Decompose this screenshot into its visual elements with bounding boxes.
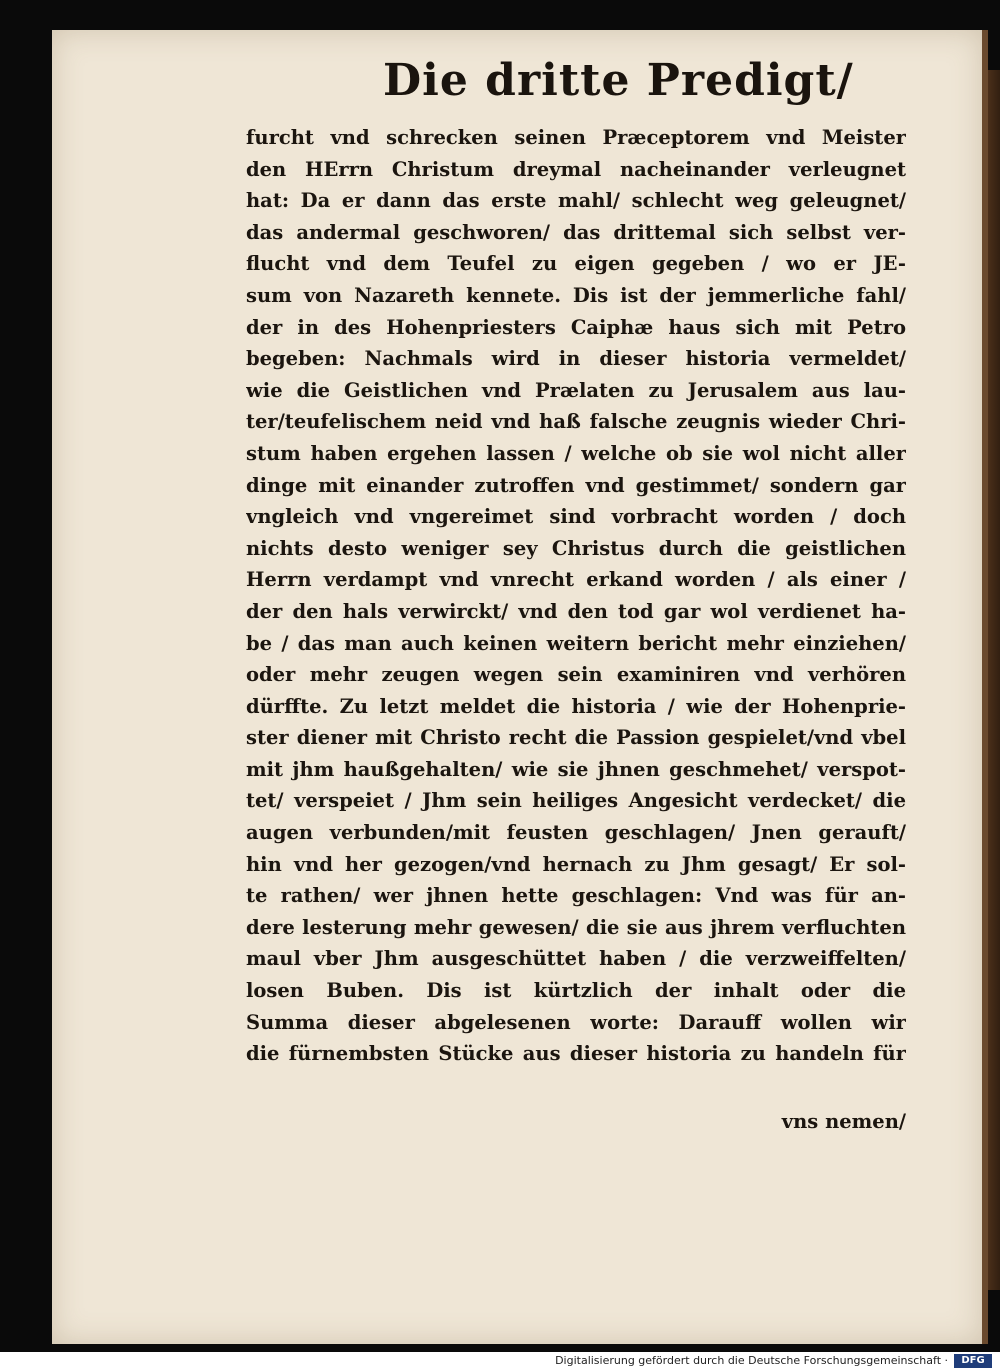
text-line: sum von Nazareth kennete. Dis ist der jemmerliche fahl/ — [246, 283, 906, 307]
text-line: nichts desto weniger sey Christus durch die geistlichen — [246, 536, 906, 560]
text-line: maul vber Jhm ausgeschüttet haben / die verzweiffelten/ — [246, 947, 906, 971]
text-line: hat: Da er dann das erste mahl/ schlecht weg geleugnet/ — [246, 189, 906, 213]
text-line: die fürnembsten Stücke aus dieser historia zu handeln für — [246, 1042, 906, 1066]
text-line: der den hals verwirckt/ vnd den tod gar wol verdienet ha- — [246, 599, 906, 623]
text-line: furcht vnd schrecken seinen Præceptorem vnd Meister — [246, 126, 906, 149]
text-line: Herrn verdampt vnd vnrecht erkand worden / als einer / — [246, 568, 906, 592]
text-line: tet/ verspeiet / Jhm sein heiliges Angesicht verdecket/ die — [246, 789, 906, 813]
text-line: begeben: Nachmals wird in dieser historia vermeldet/ — [246, 347, 906, 371]
text-line: hin vnd her gezogen/vnd hernach zu Jhm gesagt/ Er sol- — [246, 852, 906, 876]
text-line: vngleich vnd vngereimet sind vorbracht worden / doch — [246, 505, 906, 529]
text-line: wie die Geistlichen vnd Prælaten zu Jerusalem aus lau- — [246, 378, 906, 402]
text-line: augen verbunden/mit feusten geschlagen/ Jnen gerauft/ — [246, 821, 906, 845]
text-line: der in des Hohenpriesters Caiphæ haus sich mit Petro — [246, 315, 906, 339]
text-line: flucht vnd dem Teufel zu eigen gegeben / wo er JE- — [246, 252, 906, 276]
text-line: losen Buben. Dis ist kürtzlich der inhalt oder die — [246, 979, 906, 1003]
body-text — [246, 122, 906, 1070]
text-line: das andermal geschworen/ das drittemal sich selbst ver- — [246, 220, 906, 244]
text-line: mit jhm haußgehalten/ wie sie jhnen geschmehet/ verspot- — [246, 757, 906, 781]
text-line: oder mehr zeugen wegen sein examiniren vnd verhören — [246, 663, 906, 687]
running-head: Die dritte Predigt/ — [383, 55, 854, 106]
footer-bar — [0, 1352, 1000, 1371]
text-line: te rathen/ wer jhnen hette geschlagen: Vnd was für an- — [246, 884, 906, 908]
page-edge — [988, 70, 1000, 1290]
text-line: dürffte. Zu letzt meldet die historia / wie der Hohenprie- — [246, 694, 906, 718]
text-line: stum haben ergehen lassen / welche ob sie wol nicht aller — [246, 441, 906, 465]
text-line: dere lesterung mehr gewesen/ die sie aus jhrem verfluchten — [246, 915, 906, 939]
catchword: vns nemen/ — [781, 1110, 906, 1133]
text-line: Summa dieser abgelesenen worte: Darauff wollen wir — [246, 1010, 906, 1034]
text-line: den HErrn Christum dreymal nacheinander verleugnet — [246, 157, 906, 181]
text-line: be / das man auch keinen weitern bericht mehr einziehen/ — [246, 631, 906, 655]
dfg-logo: DFG — [954, 1354, 992, 1368]
footer-attribution: Digitalisierung gefördert durch die Deutsche Forschungsgemeinschaft · — [555, 1354, 948, 1367]
text-line: ster diener mit Christo recht die Passion gespielet/vnd vbel — [246, 726, 906, 750]
text-line: ter/teufelischem neid vnd haß falsche zeugnis wieder Chri- — [246, 410, 906, 434]
text-line: dinge mit einander zutroffen vnd gestimmet/ sondern gar — [246, 473, 906, 497]
